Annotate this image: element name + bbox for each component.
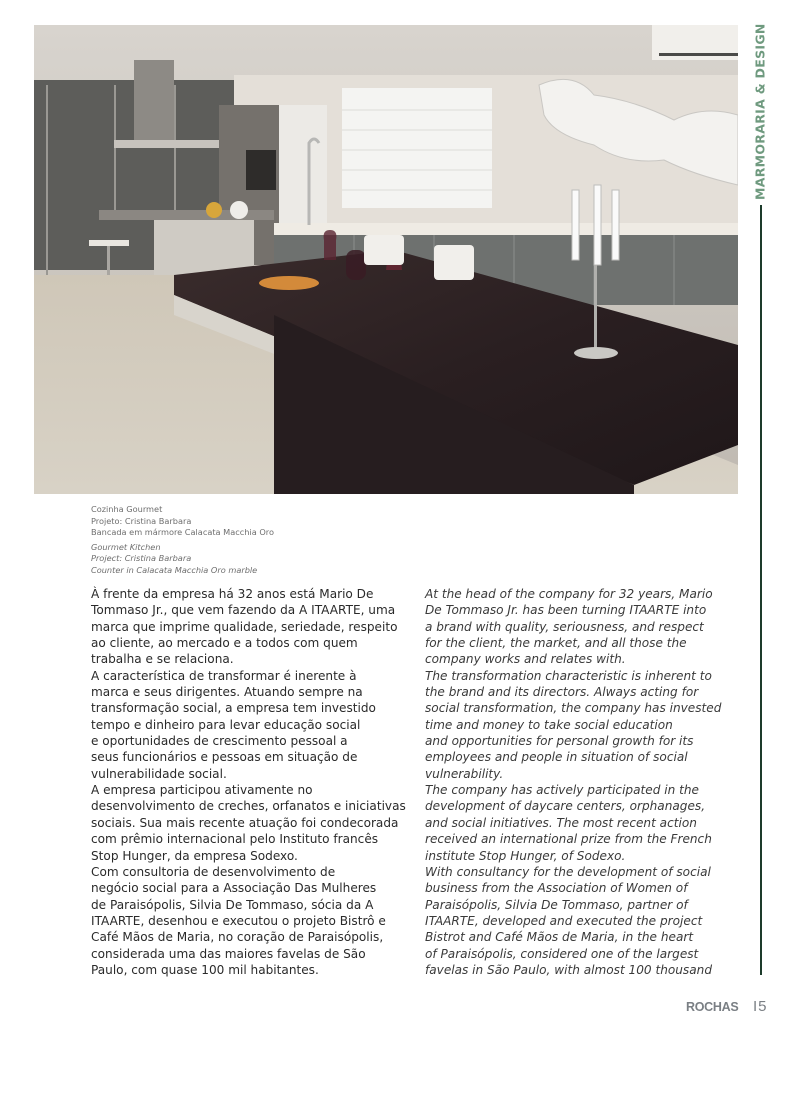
kitchen-illustration	[34, 25, 738, 494]
text-line: the brand and its directors. Always acting for	[425, 685, 699, 700]
caption-en-project: Project: Cristina Barbara	[91, 553, 192, 563]
text-line: ITAARTE, desenhou e executou o projeto Bistrô e	[91, 913, 386, 928]
text-line: Com consultoria de desenvolvimento de	[91, 864, 336, 879]
text-line: favelas in São Paulo, with almost 100 thousand	[425, 962, 712, 977]
page-number: I5	[753, 998, 768, 1015]
body-text-portuguese	[91, 586, 406, 978]
text-line: The company has actively participated in the	[425, 783, 699, 798]
text-line: trabalha e se relaciona.	[91, 652, 234, 667]
caption-pt-project: Projeto: Cristina Barbara	[91, 515, 192, 526]
text-line: social transformation, the company has invested	[425, 701, 722, 716]
text-line: de Paraisópolis, Silvia De Tommaso, sócia da A	[91, 897, 374, 912]
text-line: Tommaso Jr., que vem fazendo da A ITAARTE, uma	[91, 603, 396, 618]
text-line: seus funcionários e pessoas em situação de	[91, 750, 358, 765]
section-label	[746, 25, 774, 200]
text-line: ao cliente, ao mercado e a todos com quem	[91, 636, 358, 651]
photo-caption	[91, 504, 274, 576]
text-line: Stop Hunger, da empresa Sodexo.	[91, 848, 298, 863]
text-line: vulnerabilidade social.	[91, 766, 227, 781]
caption-en-title: Gourmet Kitchen	[91, 541, 161, 552]
vertical-divider	[760, 205, 762, 975]
text-line: company works and relates with.	[425, 652, 626, 667]
kitchen-photo	[34, 25, 738, 494]
body-text-english	[425, 586, 721, 978]
text-line: and social initiatives. The most recent action	[425, 815, 697, 830]
text-line: At the head of the company for 32 years, Mario	[425, 587, 713, 601]
text-line: a brand with quality, seriousness, and respect	[425, 619, 704, 634]
section-label-text: MARMORARIA & DESIGN	[752, 23, 768, 200]
text-line: com prêmio internacional pelo Instituto francês	[91, 832, 379, 847]
text-line: vulnerability.	[425, 766, 504, 781]
text-line: business from the Association of Women of	[425, 881, 688, 896]
text-line: e oportunidades de crescimento pessoal a	[91, 734, 348, 749]
text-line: Paraisópolis, Silvia De Tommaso, partner of	[425, 897, 688, 912]
text-line: development of daycare centers, orphanages,	[425, 799, 706, 814]
text-line: for the client, the market, and all those the	[425, 636, 687, 651]
rochas-logo: ROCHAS	[686, 1000, 739, 1014]
text-line: tempo e dinheiro para levar educação social	[91, 717, 361, 732]
text-line: A empresa participou ativamente no	[91, 783, 313, 798]
text-line: received an international prize from the French	[425, 832, 712, 847]
text-line: marca que imprime qualidade, seriedade, respeito	[91, 619, 398, 634]
text-line: and opportunities for personal growth for its	[425, 734, 694, 749]
text-line: institute Stop Hunger, of Sodexo.	[425, 848, 626, 863]
text-line: employees and people in situation of social	[425, 750, 688, 765]
text-line: With consultancy for the development of social	[425, 864, 711, 879]
text-line: The transformation characteristic is inherent to	[425, 668, 712, 683]
text-line: À frente da empresa há 32 anos está Mario De	[91, 587, 374, 601]
text-line: desenvolvimento de creches, orfanatos e iniciativas	[91, 799, 406, 814]
text-line: time and money to take social education	[425, 717, 673, 732]
text-line: negócio social para a Associação Das Mulheres	[91, 881, 377, 896]
text-line: of Paraisópolis, considered one of the largest	[425, 946, 699, 961]
text-line: transformação social, a empresa tem investido	[91, 701, 376, 716]
text-line: A característica de transformar é inerente à	[91, 668, 357, 683]
text-line: marca e seus dirigentes. Atuando sempre na	[91, 685, 363, 700]
text-line: Café Mãos de Maria, no coração de Paraisópolis,	[91, 930, 384, 945]
text-line: Bistrot and Café Mãos de Maria, in the heart	[425, 930, 694, 945]
text-line: ITAARTE, developed and executed the project	[425, 913, 703, 928]
page-number-value: 5	[758, 998, 768, 1015]
caption-pt-material: Bancada em mármore Calacata Macchia Oro	[91, 527, 274, 537]
caption-en-material: Counter in Calacata Macchia Oro marble	[91, 564, 258, 575]
text-line: considerada uma das maiores favelas de São	[91, 946, 366, 961]
text-line: Paulo, com quase 100 mil habitantes.	[91, 962, 319, 977]
text-line: sociais. Sua mais recente atuação foi condecorada	[91, 815, 399, 830]
text-line: De Tommaso Jr. has been turning ITAARTE into	[425, 603, 707, 618]
caption-pt-title: Cozinha Gourmet	[91, 504, 163, 514]
